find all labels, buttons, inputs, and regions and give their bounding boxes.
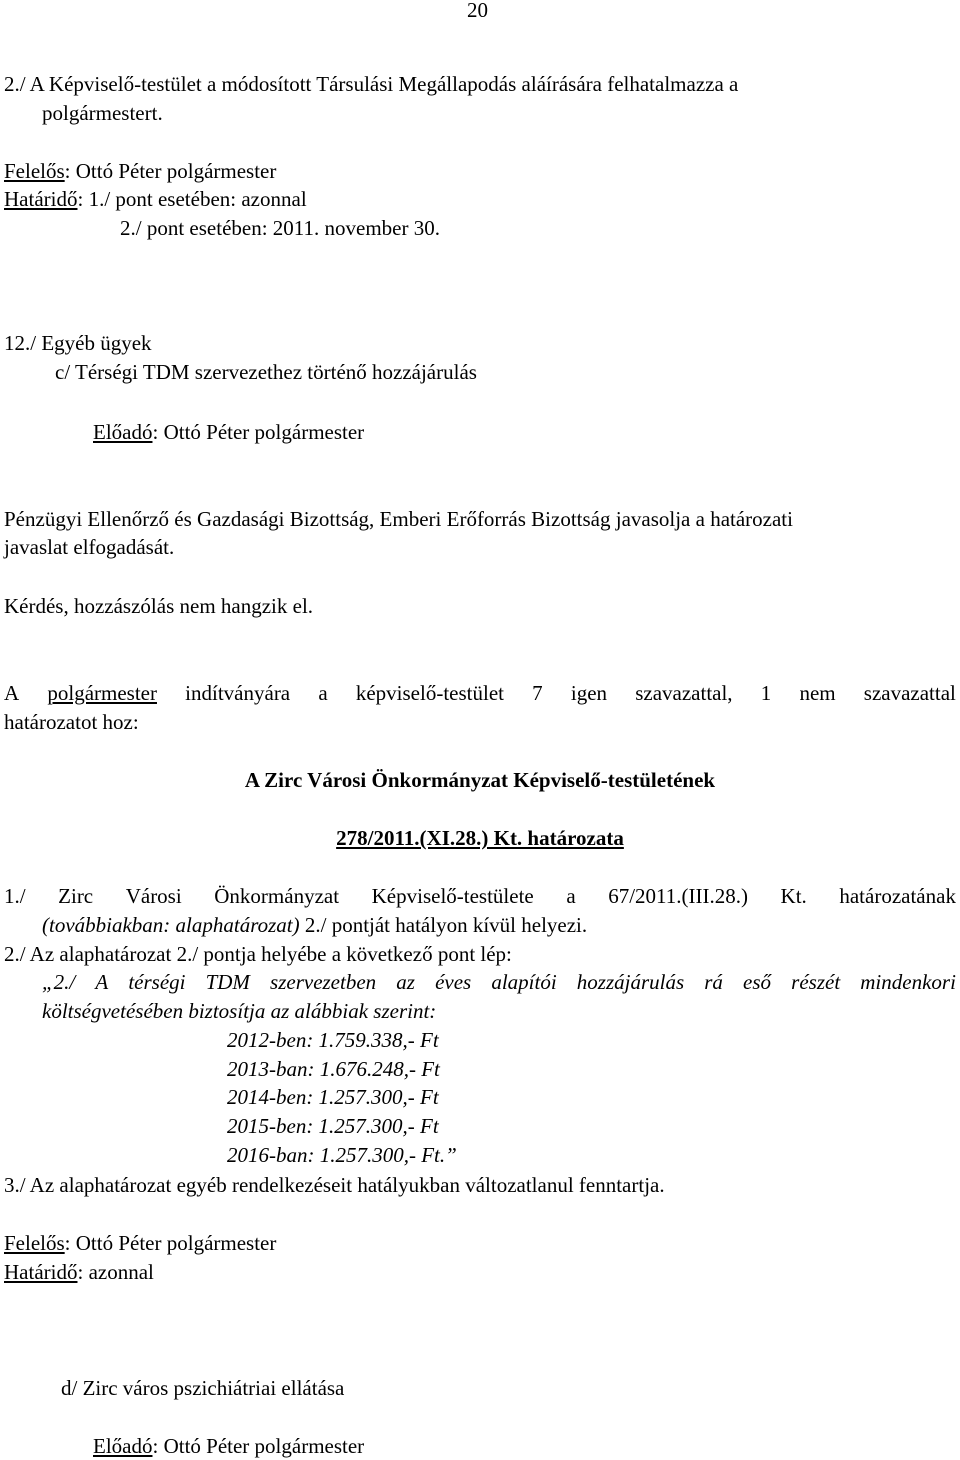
resolution-p3: 3./ Az alaphatározat egyéb rendelkezéseit hatályukban változatlanul fenntartja. — [4, 1173, 665, 1197]
p1-word: Városi — [125, 884, 182, 908]
quote-word: rá — [704, 970, 723, 994]
item2-line2: polgármestert. — [42, 101, 163, 125]
amount-2014: 2014-ben: 1.257.300,- Ft — [227, 1085, 439, 1109]
eloado-value: : Ottó Péter polgármester — [152, 1434, 365, 1458]
p1-word: Zirc — [58, 884, 94, 908]
vote-line1 — [4, 679, 956, 707]
felelos-value: : Ottó Péter polgármester — [64, 159, 277, 183]
amount-2016: 2016-ban: 1.257.300,- Ft.” — [227, 1143, 457, 1167]
resolution-p1-line1 — [4, 882, 956, 910]
felelos-line-2 — [4, 1229, 276, 1257]
vote-line2: határozatot hoz: — [4, 710, 139, 734]
quote-line2: költségvetésében biztosítja az alábbiak szerint: — [42, 999, 437, 1023]
hatarido-label: Határidő — [4, 187, 78, 211]
eloado-label: Előadó — [93, 1434, 153, 1458]
p1-line2-rest: 2./ pontját hatályon kívül helyezi. — [299, 913, 588, 937]
quote-word: az — [396, 970, 415, 994]
quote-word: alapítói — [491, 970, 557, 994]
hatarido-line-2: 2./ pont esetében: 2011. november 30. — [120, 216, 440, 240]
hatarido-value: : 1./ pont esetében: azonnal — [77, 187, 307, 211]
hatarido-line-1 — [4, 185, 307, 213]
vote-word: igen — [570, 681, 608, 705]
p1-word: Kt. — [780, 884, 807, 908]
alaphatarozat-note: (továbbiakban: alaphatározat) — [42, 913, 300, 937]
hatarido-label: Határidő — [4, 1260, 78, 1284]
felelos-value: : Ottó Péter polgármester — [64, 1231, 277, 1255]
p1-word: a — [566, 884, 576, 908]
quote-line1 — [42, 968, 956, 996]
felelos-line-1 — [4, 157, 276, 185]
quote-word: TDM — [205, 970, 250, 994]
quote-word: A — [95, 970, 109, 994]
vote-word: A — [4, 681, 20, 705]
question-line: Kérdés, hozzászólás nem hangzik el. — [4, 594, 314, 618]
amount-2012: 2012-ben: 1.759.338,- Ft — [227, 1028, 439, 1052]
eloado-line-1 — [93, 418, 364, 446]
felelos-label: Felelős — [4, 159, 65, 183]
item2-line1: 2./ A Képviselő-testület a módosított Társulási Megállapodás aláírására felhatalmazza a — [4, 72, 739, 96]
vote-word: 7 — [532, 681, 543, 705]
quote-word: hozzájárulás — [576, 970, 685, 994]
quote-word: „2./ — [42, 970, 76, 994]
vote-word: képviselő-testület — [355, 681, 504, 705]
resolution-title: A Zirc Városi Önkormányzat Képviselő-testületének — [244, 768, 716, 792]
resolution-p1-line2 — [42, 911, 587, 939]
felelos-label: Felelős — [4, 1231, 65, 1255]
vote-word: a — [318, 681, 328, 705]
quote-word: éves — [435, 970, 472, 994]
quote-word: eső — [743, 970, 772, 994]
eloado-value: : Ottó Péter polgármester — [152, 420, 365, 444]
vote-word: szavazattal — [863, 681, 956, 705]
amount-2013: 2013-ban: 1.676.248,- Ft — [227, 1057, 440, 1081]
vote-word: szavazattal, — [635, 681, 733, 705]
committee-line2: javaslat elfogadását. — [4, 535, 175, 559]
resolution-number: 278/2011.(XI.28.) Kt. határozata — [336, 826, 624, 850]
page-number: 20 — [467, 0, 488, 22]
p1-word: 1./ — [4, 884, 26, 908]
p1-word: határozatának — [839, 884, 956, 908]
section-12-heading: 12./ Egyéb ügyek — [4, 331, 152, 355]
eloado-line-2 — [93, 1432, 364, 1460]
resolution-p2: 2./ Az alaphatározat 2./ pontja helyébe a következő pont lép: — [4, 942, 512, 966]
vote-word: indítványára — [185, 681, 291, 705]
p1-word: Képviselő-testülete — [371, 884, 534, 908]
resolution-number-wrap — [0, 824, 960, 852]
committee-line1: Pénzügyi Ellenőrző és Gazdasági Bizottság, Emberi Erőforrás Bizottság javasolja a határozati — [4, 507, 793, 531]
amount-2015: 2015-ben: 1.257.300,- Ft — [227, 1114, 439, 1138]
section-d-heading: d/ Zirc város pszichiátriai ellátása — [61, 1376, 345, 1400]
vote-word: nem — [799, 681, 836, 705]
vote-word: polgármester — [47, 681, 157, 705]
quote-word: részét — [791, 970, 841, 994]
p1-word: Önkormányzat — [214, 884, 340, 908]
section-12-subheading: c/ Térségi TDM szervezethez történő hozzájárulás — [55, 360, 477, 384]
p1-word: 67/2011.(III.28.) — [608, 884, 748, 908]
quote-word: mindenkori — [860, 970, 956, 994]
eloado-label: Előadó — [93, 420, 153, 444]
quote-word: szervezetben — [270, 970, 377, 994]
vote-word: 1 — [760, 681, 772, 705]
hatarido-line-3 — [4, 1258, 154, 1286]
hatarido-value: : azonnal — [77, 1260, 154, 1284]
quote-word: térségi — [128, 970, 186, 994]
